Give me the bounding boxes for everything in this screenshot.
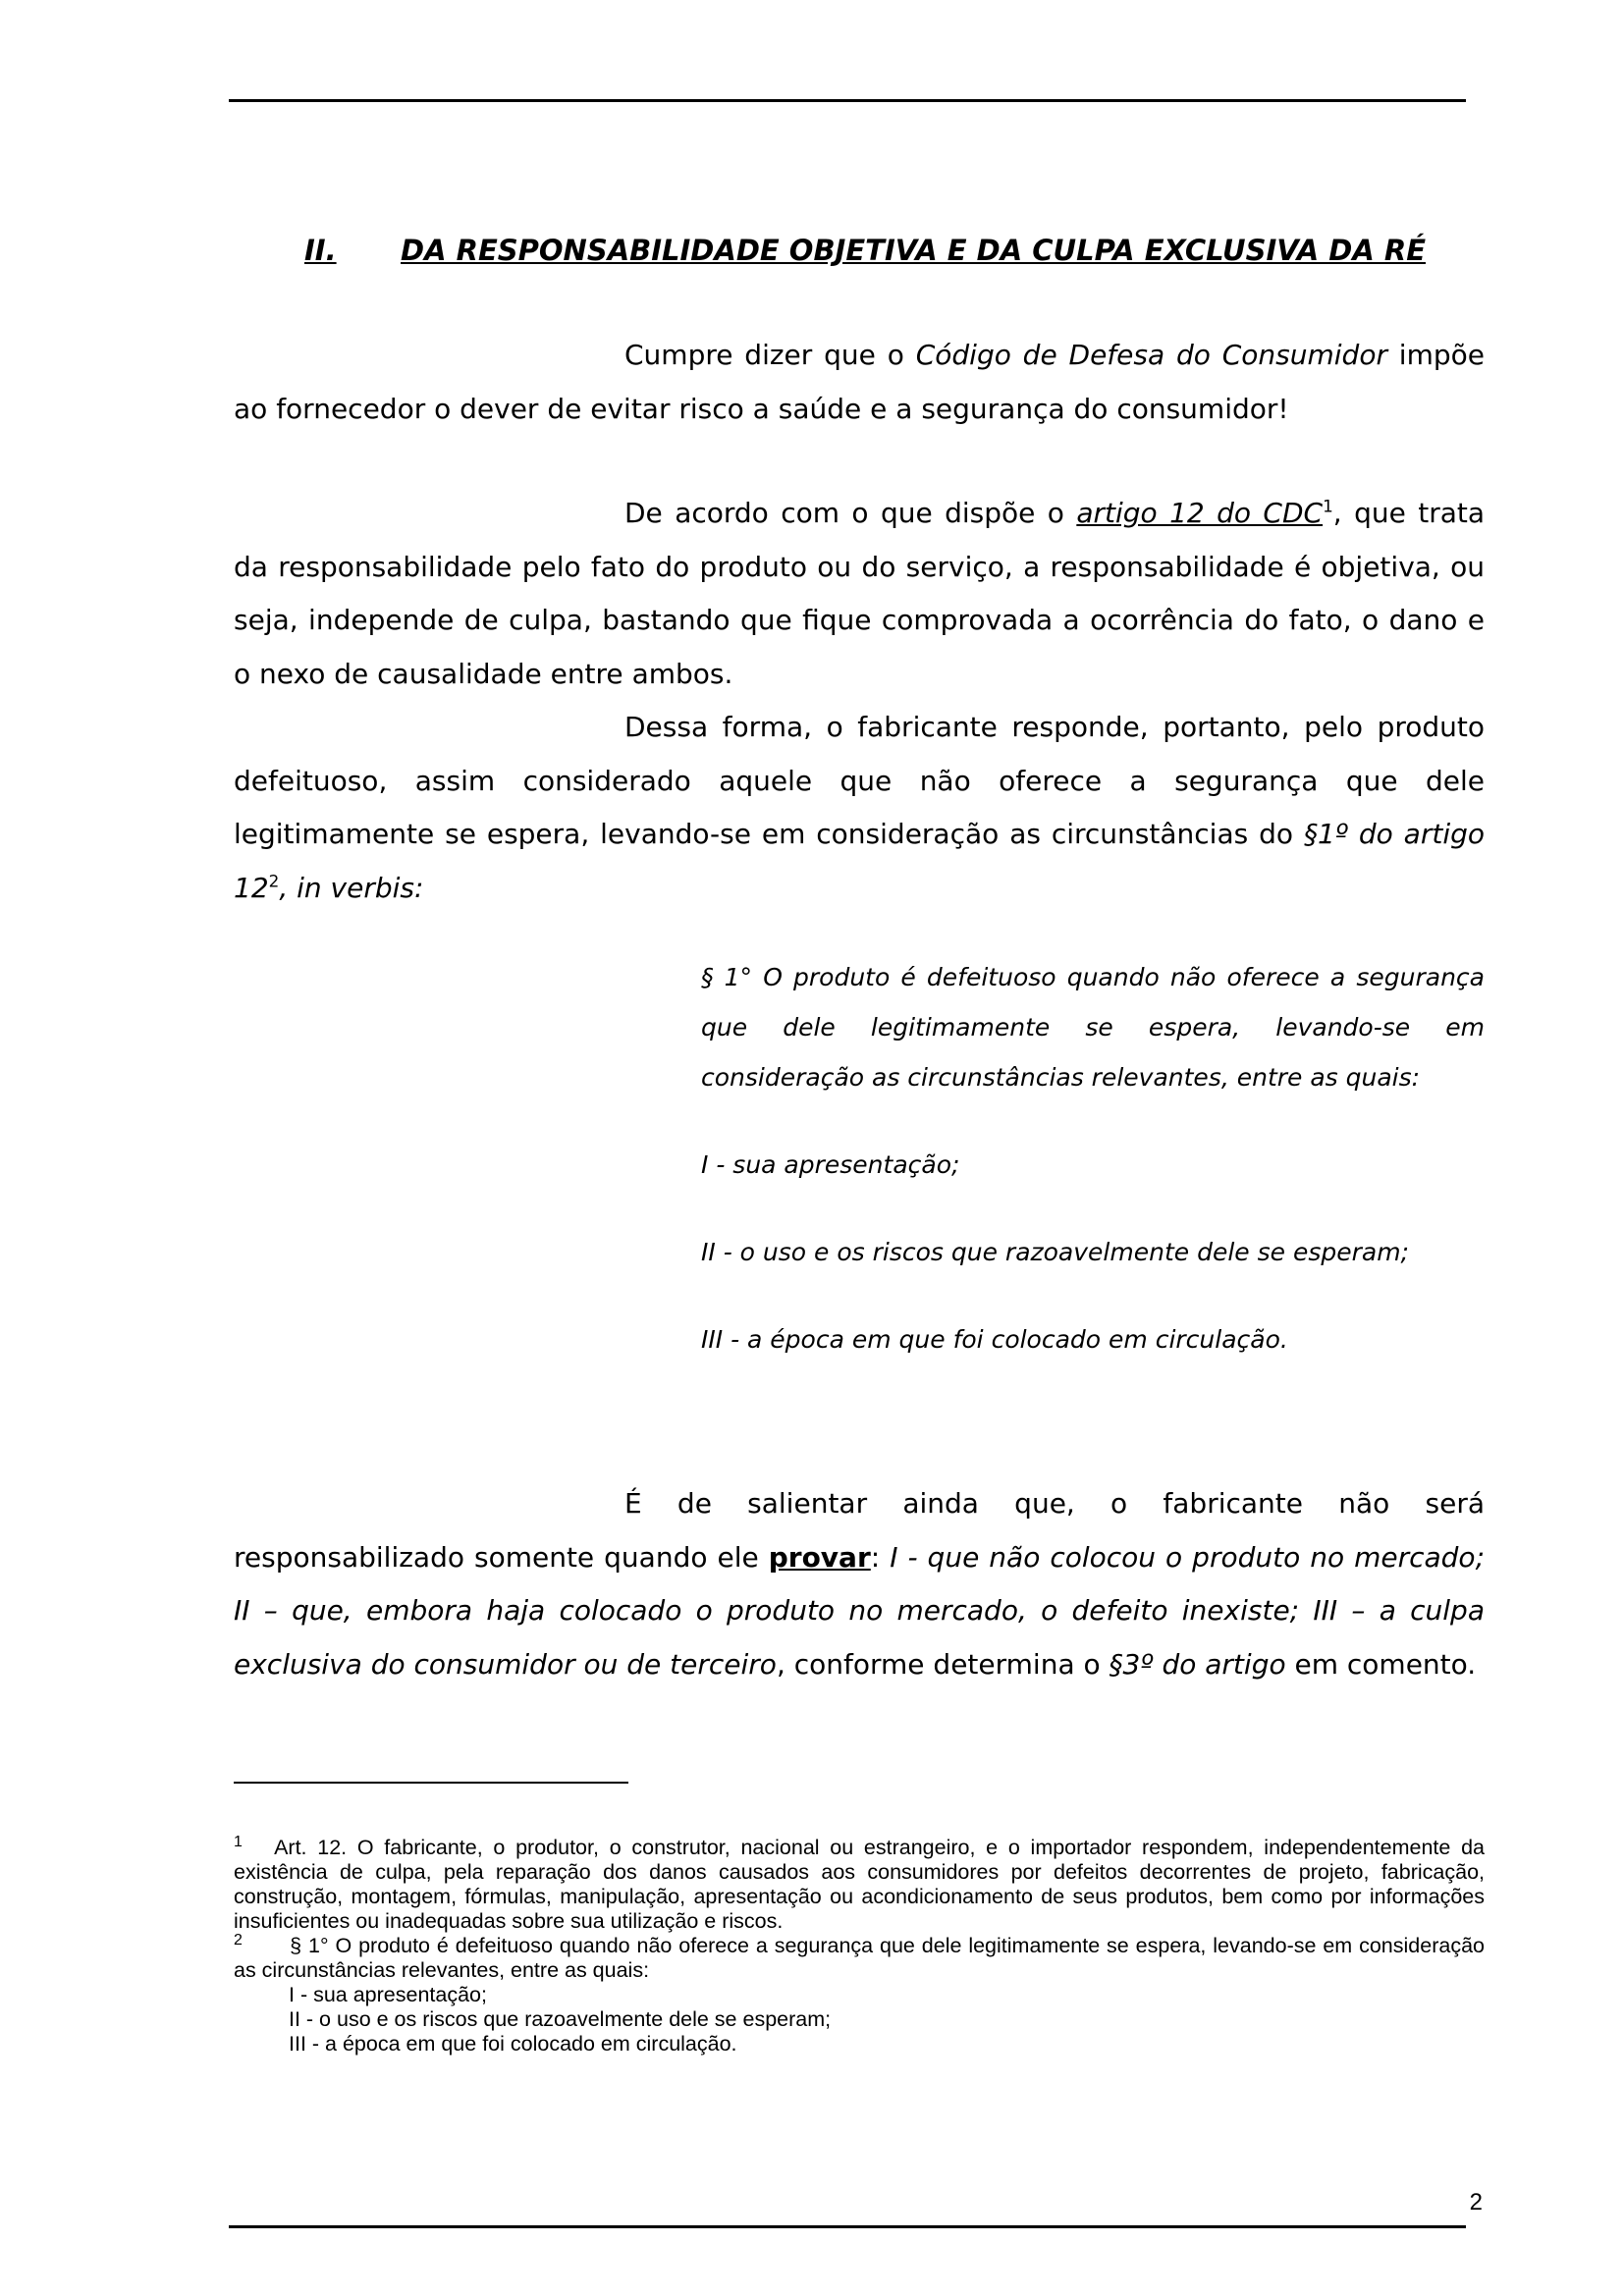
footnote-2-mark: 2 — [234, 1931, 243, 1949]
footnote-2 — [234, 1931, 1485, 1983]
paragraph-1-article-reference: §1º do artigo 12 — [234, 818, 1486, 904]
quote-item-1: I - sua apresentação; — [701, 1150, 960, 1179]
paragraph-1-text-a: Cumpre dizer que o — [624, 339, 916, 371]
quote-intro: § 1° O produto é defeituoso quando não oferece a segurança que dele legitimamente se espera, levando-se em consideração as circunstâncias relevantes, entre as quais: — [701, 963, 1485, 1092]
main-text — [234, 224, 1485, 1691]
page-number: 2 — [1469, 2189, 1483, 2216]
footnotes — [234, 1833, 1486, 2056]
paragraph-3-text-b: , in verbis: — [279, 871, 424, 904]
paragraph-4 — [234, 1477, 1485, 1691]
section-number: II. — [304, 234, 337, 267]
paragraph-4-text-a: É de salientar ainda que, o fabricante não será responsabilizado somente quando ele — [234, 1487, 1485, 1574]
paragraph-3 — [234, 701, 1485, 915]
exclusions-list: I - que não colocou o produto no mercado; II – que, embora haja colocado o produto no mercado, o defeito inexiste; III – a culpa exclusiva do consumidor ou de terceiro — [234, 1540, 1486, 1681]
section-title: DA RESPONSABILIDADE OBJETIVA E DA CULPA EXCLUSIVA DA RÉ — [401, 234, 1427, 267]
footnote-ref-1: 1 — [1323, 496, 1333, 516]
paragraph-2-text-a: De acordo com o que dispõe o — [624, 497, 1077, 529]
quote-item-2: II - o uso e os riscos que razoavelmente dele se esperam; — [701, 1238, 1409, 1266]
provar-emphasis: provar — [768, 1540, 871, 1574]
section-heading — [234, 224, 1485, 277]
code-name: Código de Defesa do Consumidor — [915, 339, 1387, 371]
footnote-1-text: Art. 12. O fabricante, o produtor, o construtor, nacional ou estrangeiro, e o importador respondem, independentemente da existência de culpa, pela reparação dos danos causados aos consumidores por defeitos decorrentes de projeto, fabricação, construção, montagem, fórmulas, manipulação, apresentação ou acondicionamento de seus produtos, bem como por informações insuficientes ou inadequadas sobre sua utilização e riscos. — [234, 1836, 1486, 1933]
paragraph-4-text-b: , conforme determina o — [776, 1647, 1110, 1681]
footer-rule — [229, 2225, 1466, 2228]
paragraph-3-article-reference: §3º do artigo — [1109, 1647, 1286, 1681]
paragraph-1 — [234, 329, 1485, 436]
footnote-2-items — [234, 1983, 1485, 2056]
paragraph-1-text-b: impõe ao fornecedor o dever de evitar risco a saúde e a segurança do consumidor! — [234, 339, 1485, 425]
paragraph-3-text-a: Dessa forma, o fabricante responde, portanto, pelo produto defeituoso, assim considerado aquele que não oferece a segurança que dele legitimamente se espera, levando-se em consideração as circunstâncias do — [234, 711, 1485, 850]
footnote-2-item: I - sua apresentação; — [289, 1983, 487, 2006]
paragraph-4-colon: : — [870, 1540, 891, 1574]
paragraph-2-text-b: , que trata da responsabilidade pelo fato do produto ou do serviço, a responsabilidade é objetiva, ou seja, independe de culpa, bastando que fique comprovada a ocorrência do fato, o dano e o nexo de causalidade entre ambos. — [234, 497, 1486, 690]
article-12-reference: artigo 12 do CDC — [1076, 497, 1324, 529]
footnote-2-item: II - o uso e os riscos que razoavelmente dele se esperam; — [289, 2007, 832, 2031]
footnote-1 — [234, 1833, 1486, 1934]
quote-item-3: III - a época em que foi colocado em circulação. — [701, 1325, 1288, 1354]
paragraph-2 — [234, 487, 1485, 701]
footnote-separator — [234, 1782, 628, 1784]
footnote-2-text: § 1° O produto é defeituoso quando não oferece a segurança que dele legitimamente se espera, levando-se em consideração as circunstâncias relevantes, entre as quais: — [234, 1934, 1485, 1982]
paragraph-4-text-c: em comento. — [1285, 1647, 1477, 1681]
footnote-2-item: III - a época em que foi colocado em circulação. — [289, 2032, 737, 2056]
header-rule — [229, 99, 1466, 102]
footnote-1-mark: 1 — [234, 1833, 243, 1850]
footnote-ref-2: 2 — [268, 871, 280, 891]
